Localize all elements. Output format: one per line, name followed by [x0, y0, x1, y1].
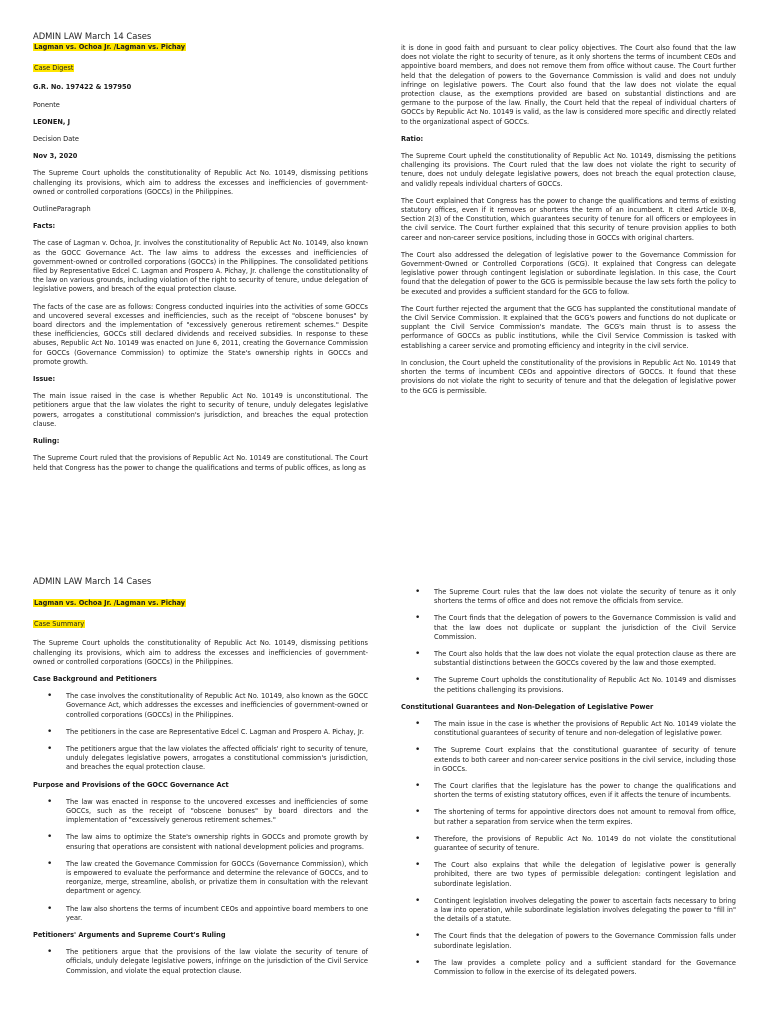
case-title: Lagman vs. Ochoa Jr. /Lagman vs. Pichay	[34, 43, 186, 51]
document-page-2	[0, 562, 768, 1024]
arguments-list	[33, 948, 368, 976]
list-item: • The petitioners argue that the law violates the affected officials' right to security of tenure, unduly delegates legislative powers, arrogates a constitutional commission's jurisdiction, and breaches the equal protection clause.	[33, 745, 368, 773]
list-item: • Contingent legislation involves delegating the power to ascertain facts necessary to bring a law into operation, while subordinate legislation involves delegating the power to "fill in" the details of a statute.	[401, 897, 736, 925]
list-item: • The petitioners argue that the provisions of the law violate the security of tenure of officials, unduly delegate legislative powers, infringe on the jurisdiction of the Civil Service Commission, and violate the equal protection clause.	[33, 948, 368, 976]
decision-date-label: Decision Date	[33, 135, 79, 144]
list-item: • The petitioners in the case are Representative Edcel C. Lagman and Prospero A. Pichay, Jr.	[33, 728, 368, 737]
list-item: • The main issue in the case is whether the provisions of Republic Act No. 10149 violate the constitutional guarantees of security of tenure and non-delegation of legislative power.	[401, 720, 736, 738]
list-item: • The shortening of terms for appointive directors does not amount to removal from office, but rather a separation from service when the term expires.	[401, 808, 736, 826]
ruling-paragraph: The Supreme Court ruled that the provisions of Republic Act No. 10149 are constitutional. The Court held that Congress has the power to change the qualifications and terms of public offices, as long as	[33, 454, 368, 472]
list-item: • The Supreme Court rules that the law does not violate the security of tenure as it only shortens the terms of office and does not remove the officials from service.	[401, 588, 736, 606]
list-item: • The law created the Governance Commission for GOCCs (Governance Commission), which is empowered to evaluate the performance and determine the relevance of GOCCs, and to reorganize, merge, streamline, abolish, or privatize them in consultation with the relevant department or agency.	[33, 860, 368, 897]
facts-label: Facts:	[33, 222, 56, 231]
list-item: • The Supreme Court upholds the constitutionality of Republic Act No. 10149 and dismisses the petitions challenging its provisions.	[401, 676, 736, 694]
constitutional-list	[401, 720, 736, 977]
constitutional-heading: Constitutional Guarantees and Non-Delegation of Legislative Power	[401, 702, 654, 711]
ratio-paragraph-4: The Court further rejected the argument that the GCG has supplanted the constitutional mandate of the Civil Service Commission. It explained that the GCG's powers and functions do not duplicate or supplant the Civil Service Commission's mandate. The GCG's main thrust is to assess the performance of GOCCs as public institutions, while the Civil Service Commission is tasked with establishing a career service and promoting efficiency and integrity in the civil service.	[401, 304, 736, 350]
ratio-paragraph-2: The Court explained that Congress has the power to change the qualifications and terms of existing statutory offices, even if it removes or shortens the term of an incumbent. It cited Article IX-B, Section 2(3) of the Constitution, which guarantees security of tenure for all officers or employees in the civil service. The Court further explained that this security of tenure provision applies to both career and non-career service positions, including those in GOCCs with original charters.	[401, 196, 736, 242]
ratio-paragraph-1: The Supreme Court upheld the constitutionality of Republic Act No. 10149, dismissing the petitions challenging its provisions. The Court ruled that the law does not violate the right to security of tenure, does not unduly delegate legislative powers, does not breach the equal protection clause, and validly repeals individual charters of GOCCs.	[401, 152, 736, 188]
page-gap	[0, 540, 768, 562]
purpose-heading: Purpose and Provisions of the GOCC Governance Act	[33, 780, 229, 789]
page-header: ADMIN LAW March 14 Cases	[33, 31, 152, 41]
list-item: • The Court also explains that while the delegation of legislative power is generally prohibited, there are two types of permissible delegation: contingent legislation and subordinate legislation.	[401, 861, 736, 889]
ruling-continued: it is done in good faith and pursuant to clear policy objectives. The Court also found that the law does not violate the right to security of tenure, as it only shortens the terms of incumbent CEOs and appointive board members, and does not remove them from office without cause. The Court further held that the delegation of powers to the Governance Commission is valid and does not unduly infringe on legislative powers. The Court also found that the law does not violate the equal protection clause, as the exemptions provided are based on substantial distinctions and are germane to the purpose of the law. Finally, the Court held that the repeal of individual charters of GOCCs by Republic Act No. 10149 is valid, as the law is considered more specific and directly related to the organizational aspect of GOCCs.	[401, 44, 736, 126]
background-list	[33, 692, 368, 772]
list-item: • The law provides a complete policy and a sufficient standard for the Governance Commission to follow in the exercise of its delegated powers.	[401, 959, 736, 977]
list-item: • The Court finds that the delegation of powers to the Governance Commission falls under subordinate legislation.	[401, 932, 736, 950]
list-item: • The law was enacted in response to the uncovered excesses and inefficiencies of some GOCCs, such as the receipt of "obscene bonuses" by board directors and the implementation of "excessively generous retirement schemes."	[33, 798, 368, 826]
intro-paragraph: The Supreme Court upholds the constitutionality of Republic Act No. 10149, dismissing petitions challenging its provisions, which aim to address the excesses and inefficiencies of government-owned or controlled corporations (GOCCs) in the Philippines.	[33, 639, 368, 666]
page-header: ADMIN LAW March 14 Cases	[33, 576, 152, 586]
section-label: Case Digest	[34, 64, 74, 73]
page1-right-column	[401, 44, 736, 404]
arguments-heading: Petitioners' Arguments and Supreme Court's Ruling	[33, 931, 226, 940]
list-item: • The law aims to optimize the State's ownership rights in GOCCs and promote growth by ensuring that operations are consistent with national development policies and programs.	[33, 833, 368, 851]
ponente-label: Ponente	[33, 100, 60, 109]
ratio-paragraph-3: The Court also addressed the delegation of legislative power to the Governance Commission for Government-Owned or Controlled Corporations (GCG). It explained that Congress can delegate legislative power through contingent legislation or subordinate legislation. In this case, the Court found that the delegation of power to the GCG is permissible because the law sets forth the policy to be executed and provides a sufficient standard for the GCG to follow.	[401, 250, 736, 296]
page1-left-column	[33, 31, 368, 481]
list-item: • The case involves the constitutionality of Republic Act No. 10149, also known as the GOCC Governance Act, which addresses the excesses and inefficiencies of government-owned or controlled corporations (GOCCs) in the Philippines.	[33, 692, 368, 720]
decision-date-value: Nov 3, 2020	[33, 152, 78, 161]
page2-right-column	[401, 588, 736, 985]
ruling-label: Ruling:	[33, 437, 60, 446]
case-title: Lagman vs. Ochoa Jr. /Lagman vs. Pichay	[34, 599, 186, 607]
intro-paragraph: The Supreme Court upholds the constitutionality of Republic Act No. 10149, dismissing petitions challenging its provisions, which aim to address the excesses and inefficiencies of government-owned or controlled corporations (GOCCs) in the Philippines.	[33, 169, 368, 196]
section-label: Case Summary	[34, 620, 85, 629]
ponente-value: LEONEN, J	[33, 117, 71, 126]
list-item: • The Supreme Court explains that the constitutional guarantee of security of tenure extends to both career and non-career service positions in the civil service, including those in GOCCs.	[401, 746, 736, 774]
issue-label: Issue:	[33, 375, 56, 384]
list-item: • The Court also holds that the law does not violate the equal protection clause as there are substantial distinctions between the GOCCs covered by the law and those exempted.	[401, 650, 736, 668]
issue-paragraph: The main issue raised in the case is whether Republic Act No. 10149 is unconstitutional. The petitioners argue that the law violates the right to security of tenure, unduly delegates legislative powers, arrogates a constitutional commission's jurisdiction, and breaches the equal protection clause.	[33, 392, 368, 428]
list-item: • The Court finds that the delegation of powers to the Governance Commission is valid and that the law does not duplicate or supplant the jurisdiction of the Civil Service Commission.	[401, 614, 736, 642]
outline-paragraph: OutlineParagraph	[33, 205, 91, 214]
ratio-paragraph-5: In conclusion, the Court upheld the constitutionality of the provisions in Republic Act No. 10149 that shorten the terms of incumbent CEOs and appointive directors of GOCCs. It found that these provisions do not violate the right to security of tenure and that the delegation of legislative power to the GCG is permissible.	[401, 358, 736, 395]
list-item: • Therefore, the provisions of Republic Act No. 10149 do not violate the constitutional guarantee of security of tenure.	[401, 835, 736, 853]
background-heading: Case Background and Petitioners	[33, 675, 157, 684]
list-item: • The law also shortens the terms of incumbent CEOs and appointive board members to one year.	[33, 905, 368, 923]
gr-number: G.R. No. 197422 & 197950	[33, 83, 132, 92]
facts-paragraph-2: The facts of the case are as follows: Congress conducted inquiries into the activities of some GOCCs and uncovered several excesses and inefficiencies, such as the receipt of "obscene bonuses" by board directors and the implementation of "excessively generous retirement schemes." Despite these inefficiencies, GOCCs still declared dividends and received subsidies. In response to these abuses, Republic Act No. 10149 was enacted on June 6, 2011, creating the Governance Commission for GOCCs (Governance Commission) to optimize the State's ownership rights in GOCCs and promote growth.	[33, 302, 368, 366]
ratio-label: Ratio:	[401, 134, 424, 143]
facts-paragraph-1: The case of Lagman v. Ochoa, Jr. involves the constitutionality of Republic Act No. 10149, also known as the GOCC Governance Act. The law aims to address the excesses and inefficiencies of government-owned or controlled corporations (GOCCs) in the Philippines. The consolidated petitions filed by Representative Edcel C. Lagman and Prospero A. Pichay, Jr. challenge the constitutionality of the law on various grounds, including violation of the right to security of tenure, undue delegation of legislative powers, and breach of the equal protection clause.	[33, 239, 368, 294]
list-item: • The Court clarifies that the legislature has the power to change the qualifications and shorten the terms of existing statutory offices, even if it affects the tenure of incumbents.	[401, 782, 736, 800]
ruling-list	[401, 588, 736, 695]
page2-left-column	[33, 576, 368, 984]
purpose-list	[33, 798, 368, 923]
